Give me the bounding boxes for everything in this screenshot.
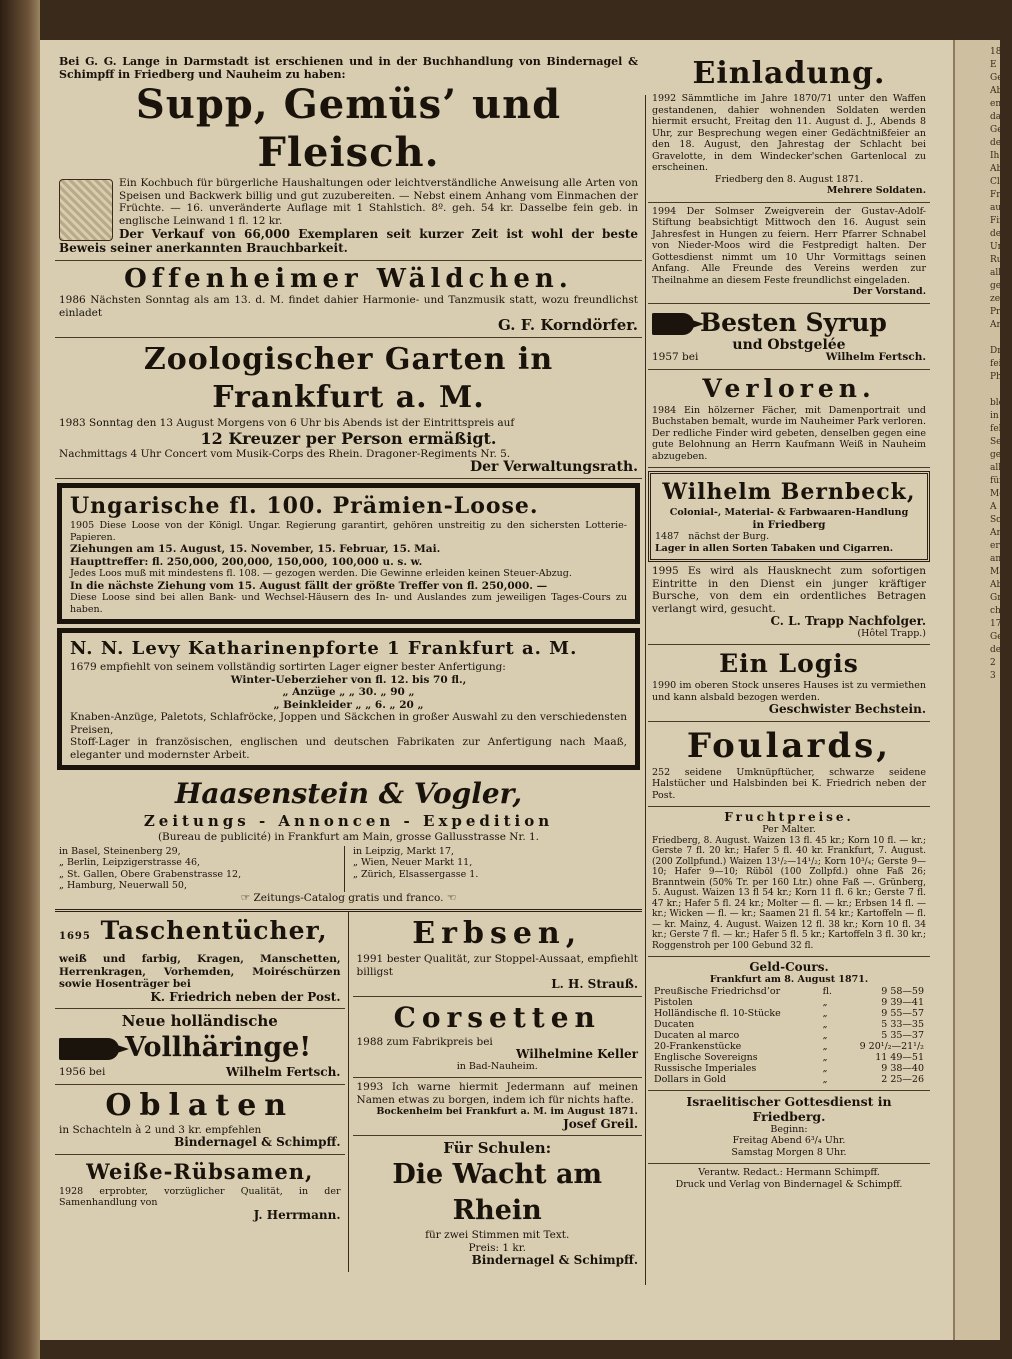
ad-title: Neue holländische bbox=[121, 1012, 278, 1030]
bottom-right-subcolumn bbox=[349, 912, 643, 1272]
cook-illustration-icon bbox=[59, 179, 113, 241]
edge-text-fragment: Mai bbox=[990, 567, 1008, 577]
exchange-table bbox=[652, 986, 926, 1085]
pointing-hand-icon: ☞ bbox=[240, 891, 254, 904]
ad-title: Taschentücher, bbox=[100, 916, 328, 945]
ad-text: 1993 Ich warne hiermit Jedermann auf meinen Namen etwas zu borgen, indem ich für nichts hafte. bbox=[356, 1081, 638, 1106]
ad-title: Einladung. bbox=[692, 56, 886, 91]
exchange-row bbox=[652, 1041, 926, 1052]
edge-text-fragment: fein bbox=[990, 359, 1008, 369]
currency-unit: „ bbox=[822, 1029, 828, 1041]
edge-text-fragment bbox=[990, 332, 1000, 345]
edge-text-fragment: für bbox=[990, 476, 1004, 486]
edge-text-fragment: Ge bbox=[990, 125, 1003, 135]
ad-text: Diese Loose sind bei allen Bank- und Wechsel-Häusern des In- und Auslandes zum jeweiligen Tages-Cours zu haben. bbox=[70, 592, 627, 615]
currency-name: Preußische Friedrichsd’or bbox=[654, 985, 781, 997]
ad-address: (Bureau de publicité) in Frankfurt am Main, grosse Gallusstrasse Nr. 1. bbox=[157, 831, 540, 843]
ad-line: Nachmittags 4 Uhr Concert vom Musik-Corps des Rhein. Dragoner-Regiments Nr. 5. bbox=[59, 448, 511, 460]
ad-bernbeck bbox=[648, 471, 930, 562]
currency-unit: „ bbox=[822, 1007, 828, 1019]
edge-text-fragment: Pr bbox=[990, 307, 1001, 317]
ad-title: Besten Syrup bbox=[700, 307, 887, 337]
ad-title: Zoologischer Garten in Frankfurt a. M. bbox=[143, 341, 554, 415]
ad-text: 1992 Sämmtliche im Jahre 1870/71 unter den Waffen gestandenen, dahier wohnenden Soldaten werden hiermit ersucht, Freitag den 11. August d. J., Abends 8 Uhr, zur Besprechung wegen einer Gedächtnißfeier an den 18. August, den Jahrestag der Schlacht bei Gravelotte, in dem Windecker'schen Gartenlocal zu erscheinen. bbox=[652, 93, 926, 173]
branch-item: „ St. Gallen, Obere Grabenstrasse 12, bbox=[59, 868, 242, 880]
currency-rate: 9 38—40 bbox=[881, 1062, 924, 1074]
edge-text-fragment: ble bbox=[990, 398, 1004, 408]
edge-text-fragment: 2 bbox=[990, 658, 996, 668]
section-title: Fruchtpreise. bbox=[724, 810, 854, 824]
ad-signature: Mehrere Soldaten. bbox=[826, 185, 926, 196]
currency-rate: 9 20¹/₂—21¹/₂ bbox=[859, 1040, 924, 1052]
currency-name: Russische Imperiales bbox=[654, 1062, 757, 1074]
ad-text: In die nächste Ziehung vom 15. August fällt der größte Treffer von fl. 250,000. — bbox=[70, 579, 548, 592]
edge-text-fragment: Gr bbox=[990, 593, 1002, 603]
currency-unit: „ bbox=[822, 1051, 828, 1063]
ad-text: Haupttreffer: fl. 250,000, 200,000, 150,000, 100,000 u. s. w. bbox=[70, 555, 423, 568]
currency-rate: 11 49—51 bbox=[875, 1051, 924, 1063]
ad-text: Ziehungen am 15. August, 15. November, 15. Februar, 15. Mai. bbox=[70, 543, 441, 555]
ad-line: 12 Kreuzer per Person ermäßigt. bbox=[200, 429, 497, 448]
ad-offenheimer bbox=[55, 261, 642, 338]
currency-rate: 5 33—35 bbox=[881, 1018, 924, 1030]
edge-text-fragment: Dr. bbox=[990, 346, 1004, 356]
edge-text-fragment: Fin bbox=[990, 216, 1005, 226]
ad-title: Supp, Gemüs’ und Fleisch. bbox=[135, 81, 562, 176]
exchange-row bbox=[652, 1008, 926, 1019]
edge-text-fragment: 18 bbox=[990, 47, 1002, 57]
ad-title: Ein Logis bbox=[719, 649, 859, 678]
ad-syrup bbox=[648, 304, 930, 370]
catalog-text: Zeitungs-Catalog gratis und franco. bbox=[253, 891, 444, 904]
ad-signature: Bindernagel & Schimpff. bbox=[174, 1135, 341, 1149]
currency-name: Ducaten al marco bbox=[654, 1029, 740, 1041]
service-time: Freitag Abend 6³/₄ Uhr. bbox=[732, 1135, 846, 1146]
exchange-row bbox=[652, 1052, 926, 1063]
pointing-hand-icon bbox=[652, 313, 694, 335]
edge-text-fragment: 3 bbox=[990, 671, 996, 681]
ad-big-row bbox=[59, 1030, 341, 1066]
ad-line: 1957 bei bbox=[652, 351, 699, 363]
ad-signature: Wilhelm Fertsch. bbox=[825, 351, 926, 363]
edge-text-fragment: erfo bbox=[990, 541, 1009, 551]
edge-text-fragment: alle bbox=[990, 463, 1007, 473]
ad-text: für zwei Stimmen mit Text. bbox=[425, 1229, 570, 1241]
ad-text: weiß und farbig, Kragen, Manschetten, Herrenkragen, Vorhemden, Moiréschürzen sowie Hosenträger bei bbox=[59, 953, 341, 990]
ad-text: 1988 zum Fabrikpreis bei bbox=[356, 1035, 493, 1048]
ad-levy bbox=[57, 628, 640, 770]
ad-title-row bbox=[652, 307, 926, 339]
currency-unit: „ bbox=[822, 996, 828, 1008]
ad-einladung bbox=[648, 52, 930, 203]
ad-signature: Geschwister Bechstein. bbox=[768, 702, 926, 716]
section-fruchtpreise bbox=[648, 807, 930, 957]
ad-title: Foulards, bbox=[686, 725, 892, 766]
ad-title: Für Schulen: bbox=[443, 1139, 552, 1157]
ad-text: Knaben-Anzüge, Paletots, Schlafröcke, Joppen und Säckchen in großer Auswahl zu den verschiedensten Preisen, bbox=[70, 711, 627, 736]
branch-item: in Leipzig, Markt 17, bbox=[353, 845, 455, 857]
currency-name: Pistolen bbox=[654, 996, 693, 1008]
left-column bbox=[55, 52, 642, 1272]
ad-text: 1995 Es wird als Hausknecht zum sofortigen Eintritte in den Dienst ein junger kräftiger Bursche, von dem ein ordentliches Betragen verlangt wird, gesucht. bbox=[652, 565, 926, 615]
price-line: Winter-Ueberzieher von fl. 12. bis 70 fl., bbox=[230, 673, 467, 686]
ad-footer bbox=[652, 351, 926, 364]
ad-text: 1986 Nächsten Sonntag als am 13. d. M. findet dahier Harmonie- und Tanzmusik statt, wozu freundlichst einladet bbox=[59, 294, 638, 319]
ad-signature: C. L. Trapp Nachfolger. bbox=[770, 614, 926, 628]
exchange-row bbox=[652, 1074, 926, 1085]
ad-signature: Der Verwaltungsrath. bbox=[469, 458, 638, 475]
ad-number: 1487 bbox=[655, 531, 680, 542]
ad-title: Oblaten bbox=[105, 1087, 295, 1123]
ad-intro: Bei G. G. Lange in Darmstadt ist erschienen und in der Buchhandlung von Bindernagel & Schimpff in Friedberg und Nauheim zu haben: bbox=[59, 55, 638, 81]
service-time: Samstag Morgen 8 Uhr. bbox=[731, 1146, 847, 1158]
edge-text-fragment: Ab bbox=[990, 86, 1003, 96]
section-subtitle: Beginn: bbox=[770, 1123, 808, 1135]
ad-text: 1928 erprobter, vorzüglicher Qualität, in der Samenhandlung von bbox=[59, 1185, 341, 1208]
edge-text-fragment: Anl bbox=[990, 528, 1006, 538]
ad-logis bbox=[648, 645, 930, 722]
exchange-row bbox=[652, 1019, 926, 1030]
currency-name: Ducaten bbox=[654, 1018, 695, 1030]
edge-text-fragment: den bbox=[990, 138, 1007, 148]
ad-erbsen bbox=[353, 912, 643, 997]
ad-signature: L. H. Strauß. bbox=[551, 977, 638, 991]
ad-body: Ein Kochbuch für bürgerliche Haushaltungen oder leichtverständliche Anweisung alle Arten von Speisen und Backwerk billig und gut zuzubereiten. — Nebst einem Anhang vom Einmachen der Früchte. — 16. unveränderte Auflage mit 1 Stahlstich. 8º. geh. 54 kr. Dasselbe fein geb. in englische Leinwand 1 fl. 12 kr. bbox=[119, 177, 638, 227]
currency-unit: „ bbox=[822, 1073, 828, 1085]
branch-item: „ Zürich, Elsassergasse 1. bbox=[353, 868, 479, 880]
ad-text: in Schachteln à 2 und 3 kr. empfehlen bbox=[59, 1123, 262, 1136]
bottom-left-grid bbox=[55, 912, 642, 1272]
edge-text-fragment: Phi bbox=[990, 372, 1005, 382]
edge-text-fragment: Ge bbox=[990, 632, 1003, 642]
currency-rate: 9 39—41 bbox=[881, 996, 924, 1008]
right-column bbox=[648, 52, 930, 1195]
section-subtitle: Per Malter. bbox=[762, 824, 816, 835]
edge-text-fragment bbox=[990, 384, 1000, 397]
price-line: „ Anzüge „ „ 30. „ 90 „ bbox=[282, 686, 415, 698]
edge-text-fragment: Ab bbox=[990, 164, 1003, 174]
branch-list bbox=[59, 846, 638, 892]
edge-text-fragment: aus bbox=[990, 203, 1006, 213]
ad-text: Lager in allen Sorten Tabaken und Cigarren. bbox=[655, 542, 894, 554]
ad-taschentuecher bbox=[55, 912, 345, 1009]
ad-subtitle: Colonial-, Material- & Farbwaaren-Handlung bbox=[669, 507, 909, 518]
ad-gustav-adolf bbox=[648, 203, 930, 304]
ad-near: nächst der Burg. bbox=[688, 531, 770, 542]
column-divider bbox=[645, 95, 646, 1285]
ad-text: 1984 Ein hölzerner Fächer, mit Damenportrait und Buchstaben bemalt, wurde im Nauheimer Park verloren. Der redliche Finder wird gebeten, denselben gegen eine gute Belohnung an Herrn Kaufmann Weiß in Nauheim abzugeben. bbox=[652, 404, 926, 462]
edge-text-fragment: Ab bbox=[990, 580, 1003, 590]
bottom-left-subcolumn bbox=[55, 912, 349, 1272]
ad-title: Weiße-Rübsamen, bbox=[86, 1158, 314, 1184]
exchange-row bbox=[652, 986, 926, 997]
ad-place: in Bad-Nauheim. bbox=[456, 1060, 538, 1072]
edge-text-fragment: entf bbox=[990, 99, 1009, 109]
ad-signature: K. Friedrich neben der Post. bbox=[150, 989, 341, 1004]
edge-text-fragment: fehl bbox=[990, 424, 1008, 434]
ad-corsetten bbox=[353, 997, 643, 1079]
currency-unit: „ bbox=[822, 1040, 828, 1052]
ad-title: Wilhelm Bernbeck, bbox=[662, 479, 916, 505]
ad-signature: J. Herrmann. bbox=[253, 1207, 341, 1222]
ad-place: in Friedberg bbox=[752, 518, 826, 531]
edge-text-fragment: An bbox=[990, 320, 1003, 330]
edge-text-fragment: Ru bbox=[990, 255, 1003, 265]
exchange-row bbox=[652, 1063, 926, 1074]
ad-hausknecht bbox=[648, 562, 930, 645]
edge-text-fragment: Ih bbox=[990, 151, 1000, 161]
pointing-hand-icon bbox=[59, 1038, 119, 1060]
currency-name: Dollars in Gold bbox=[654, 1073, 727, 1085]
edge-text-fragment: Seh bbox=[990, 437, 1008, 447]
price-line: „ Beinkleider „ „ 6. „ 20 „ bbox=[273, 698, 424, 711]
edge-text-fragment: Gen bbox=[990, 73, 1009, 83]
ad-title: Erbsen, bbox=[412, 916, 583, 951]
ad-signature: Josef Greil. bbox=[563, 1116, 638, 1131]
ad-footer bbox=[59, 1066, 341, 1079]
ad-zoo bbox=[55, 338, 642, 480]
ad-subtitle: Zeitungs - Annoncen - Expedition bbox=[143, 812, 554, 830]
ad-signature: Bindernagel & Schimpff. bbox=[471, 1253, 638, 1267]
currency-name: Holländische fl. 10-Stücke bbox=[654, 1007, 781, 1019]
ad-text: 1990 im oberen Stock unseres Hauses ist zu vermiethen und kann alsbald bezogen werden. bbox=[652, 680, 926, 703]
ad-text: 1905 Diese Loose von der Königl. Ungar. Regierung garantirt, gehören unstreitig zu den sichersten Lotterie-Papieren. bbox=[70, 520, 627, 543]
ad-price: Preis: 1 kr. bbox=[468, 1241, 526, 1254]
ad-title: Verloren. bbox=[702, 373, 876, 403]
ad-vollhaeringe bbox=[55, 1009, 345, 1085]
ad-ruebsamen bbox=[55, 1155, 345, 1227]
ad-date: Friedberg den 8. August 1871. bbox=[714, 173, 864, 185]
edge-text-fragment: Cl bbox=[990, 177, 1000, 187]
edge-text-fragment: chen bbox=[990, 606, 1012, 616]
impressum-publisher: Druck und Verlag von Bindernagel & Schimpff. bbox=[675, 1178, 903, 1190]
ad-haasenstein bbox=[55, 774, 642, 912]
impressum-editor: Verantw. Redact.: Hermann Schimpff. bbox=[698, 1167, 880, 1178]
edge-text-fragment: A bbox=[990, 502, 997, 512]
ad-text: Jedes Loos muß mit mindestens fl. 108. — gezogen werden. Die Gewinne erleiden keinen Steuer-Abzug. bbox=[70, 568, 572, 579]
ad-note: Der Verkauf von 66,000 Exemplaren seit kurzer Zeit ist wohl der beste Beweis seiner anerkannten Brauchbarkeit. bbox=[59, 227, 638, 255]
branch-item: „ Wien, Neuer Markt 11, bbox=[353, 857, 473, 868]
ad-oblaten bbox=[55, 1085, 345, 1155]
section-gottesdienst bbox=[648, 1091, 930, 1165]
ad-subtitle: (Hôtel Trapp.) bbox=[857, 627, 926, 639]
adjacent-page-edge bbox=[955, 40, 1012, 1340]
catalog-line bbox=[59, 892, 638, 905]
edge-text-fragment: der bbox=[990, 645, 1006, 655]
ad-line: 1956 bei bbox=[59, 1066, 106, 1078]
ad-line: 1983 Sonntag den 13 August Morgens von 6 Uhr bis Abends ist der Eintrittspreis auf bbox=[59, 416, 515, 429]
edge-text-fragment: Un bbox=[990, 242, 1004, 252]
ad-big-text: Vollhäringe! bbox=[125, 1032, 312, 1063]
ad-text: Stoff-Lager in französischen, englischen und deutschen Fabrikaten zur Anfertigung nach Maaß, eleganter und modernster Arbeit. bbox=[70, 736, 627, 761]
edge-text-fragment: an bbox=[990, 554, 1002, 564]
edge-text-fragment: 17 bbox=[990, 619, 1002, 629]
ad-title: Ungarische fl. 100. Prämien-Loose. bbox=[70, 493, 539, 519]
book-binding-edge bbox=[0, 0, 40, 1359]
currency-rate: 9 55—57 bbox=[881, 1007, 924, 1019]
edge-text-fragment: E bbox=[990, 60, 997, 70]
currency-name: Englische Sovereigns bbox=[654, 1051, 758, 1063]
ad-verloren bbox=[648, 370, 930, 469]
edge-text-fragment: alle bbox=[990, 268, 1007, 278]
currency-rate: 9 58—59 bbox=[881, 985, 924, 997]
currency-rate: 2 25—26 bbox=[881, 1073, 924, 1085]
edge-text-fragment: ges bbox=[990, 281, 1006, 291]
edge-text-fragment: zeit bbox=[990, 294, 1007, 304]
ad-foulards bbox=[648, 722, 930, 808]
ad-subtitle: und Obstgelée bbox=[732, 336, 846, 353]
branch-item: „ Hamburg, Neuerwall 50, bbox=[59, 880, 187, 891]
ad-intro: 1679 empfiehlt von seinem vollständig sortirten Lager eigner bester Anfertigung: bbox=[70, 661, 506, 673]
currency-unit: „ bbox=[822, 1018, 828, 1030]
section-title: Israelitischer Gottesdienst in Friedberg. bbox=[686, 1093, 892, 1124]
ad-big-text: Die Wacht am Rhein bbox=[392, 1159, 603, 1226]
ad-signature: Der Vorstand. bbox=[852, 286, 926, 297]
ad-number: 1695 bbox=[59, 931, 91, 942]
edge-text-fragment: Fr bbox=[990, 190, 1001, 200]
ad-ungarische-loose bbox=[57, 483, 640, 624]
section-title: Geld-Cours. bbox=[749, 960, 829, 974]
ad-title: Haasenstein & Vogler, bbox=[174, 777, 523, 810]
edge-text-fragment: das bbox=[990, 112, 1006, 122]
ad-date: Bockenheim bei Frankfurt a. M. im August 1871. bbox=[376, 1106, 638, 1117]
ad-signature: Wilhelmine Keller bbox=[516, 1047, 638, 1061]
edge-text-fragment: Mo bbox=[990, 489, 1005, 499]
currency-unit: fl. bbox=[822, 985, 832, 997]
ad-title-row bbox=[59, 915, 341, 953]
edge-text-fragment: der bbox=[990, 229, 1006, 239]
ad-lange-cookbook bbox=[55, 52, 642, 261]
ad-title: N. N. Levy Katharinenpforte 1 Frankfurt a. M. bbox=[70, 638, 578, 659]
section-text: Friedberg, 8. August. Waizen 13 fl. 45 kr.; Korn 10 fl. — kr.; Gerste 7 fl. 20 kr.; Hafer 5 fl. 40 kr. Frankfurt, 7. August. (200 Zollpfund.) Waizen 13¹/₂—14¹/₂; Korn 10³/₄; Gerste 9—10; Hafer 9—10; Rüböl (100 Zollpfd.) ohne Faß 26; Branntwein (50% Tr. per 160 Ltr.) ohne Faß —. Grünberg, 5. August. Waizen 13 fl 54 kr.; Korn 11 fl. 6 kr.; Gerste 7 fl. 47 kr.; Hafer 5 fl. 24 kr.; Molter — fl. — kr.; Erbsen 14 fl. — kr.; Wicken — fl. — kr.; Saamen 21 fl. 54 kr.; Kartoffeln — fl. — kr. Mainz, 4. August. Waizen 12 fl. 38 kr.; Korn 10 fl. 34 kr.; Gerste 7 fl. — kr.; Hafer 5 fl. 5 kr.; Kartoffeln 3 fl. 30 kr.; Roggenstroh per 100 Gebund 32 fl. bbox=[652, 835, 926, 951]
edge-text-fragment: in bbox=[990, 411, 999, 421]
ad-text: 1994 Der Solmser Zweigverein der Gustav-Adolf-Stiftung beabsichtigt Mittwoch den 16. August sein Jahresfest in Hungen zu feiern. Herr Pfarrer Schnabel von Nieder-Moos wird die Festpredigt halten. Der Gottesdienst nimmt um 10 Uhr Vormittags seinen Anfang. Alle Freunde des Vereins werden zur Theilnahme an diesem Feste freundlichst eingeladen. bbox=[652, 205, 926, 286]
branch-item: „ Berlin, Leipzigerstrasse 46, bbox=[59, 857, 201, 868]
branch-item: in Basel, Steinenberg 29, bbox=[59, 845, 181, 857]
currency-name: 20-Frankenstücke bbox=[654, 1040, 742, 1052]
section-geld-cours bbox=[648, 957, 930, 1091]
ad-wacht-am-rhein bbox=[353, 1136, 643, 1272]
exchange-row bbox=[652, 1030, 926, 1041]
currency-rate: 5 35—37 bbox=[881, 1029, 924, 1041]
exchange-row bbox=[652, 997, 926, 1008]
pointing-hand-icon: ☜ bbox=[443, 891, 457, 904]
currency-unit: „ bbox=[822, 1062, 828, 1074]
ad-line bbox=[655, 531, 923, 543]
ad-title: Offenheimer Wäldchen. bbox=[124, 264, 573, 294]
ad-signature: Wilhelm Fertsch. bbox=[225, 1065, 341, 1079]
section-date: Frankfurt am 8. August 1871. bbox=[709, 974, 869, 985]
ad-title: Corsetten bbox=[393, 1000, 601, 1034]
ad-text: 1991 bester Qualität, zur Stoppel-Aussaat, empfiehlt billigst bbox=[356, 953, 638, 978]
ad-signature: G. F. Korndörfer. bbox=[498, 316, 638, 334]
ad-warnung bbox=[353, 1078, 643, 1136]
ad-text: 252 seidene Umknüpftücher, schwarze seidene Halstücher und Halsbinden bei K. Friedrich neben der Post. bbox=[652, 766, 926, 801]
impressum bbox=[648, 1164, 930, 1195]
edge-text-fragment: gebr bbox=[990, 450, 1012, 460]
edge-text-fragment: Sch bbox=[990, 515, 1008, 525]
